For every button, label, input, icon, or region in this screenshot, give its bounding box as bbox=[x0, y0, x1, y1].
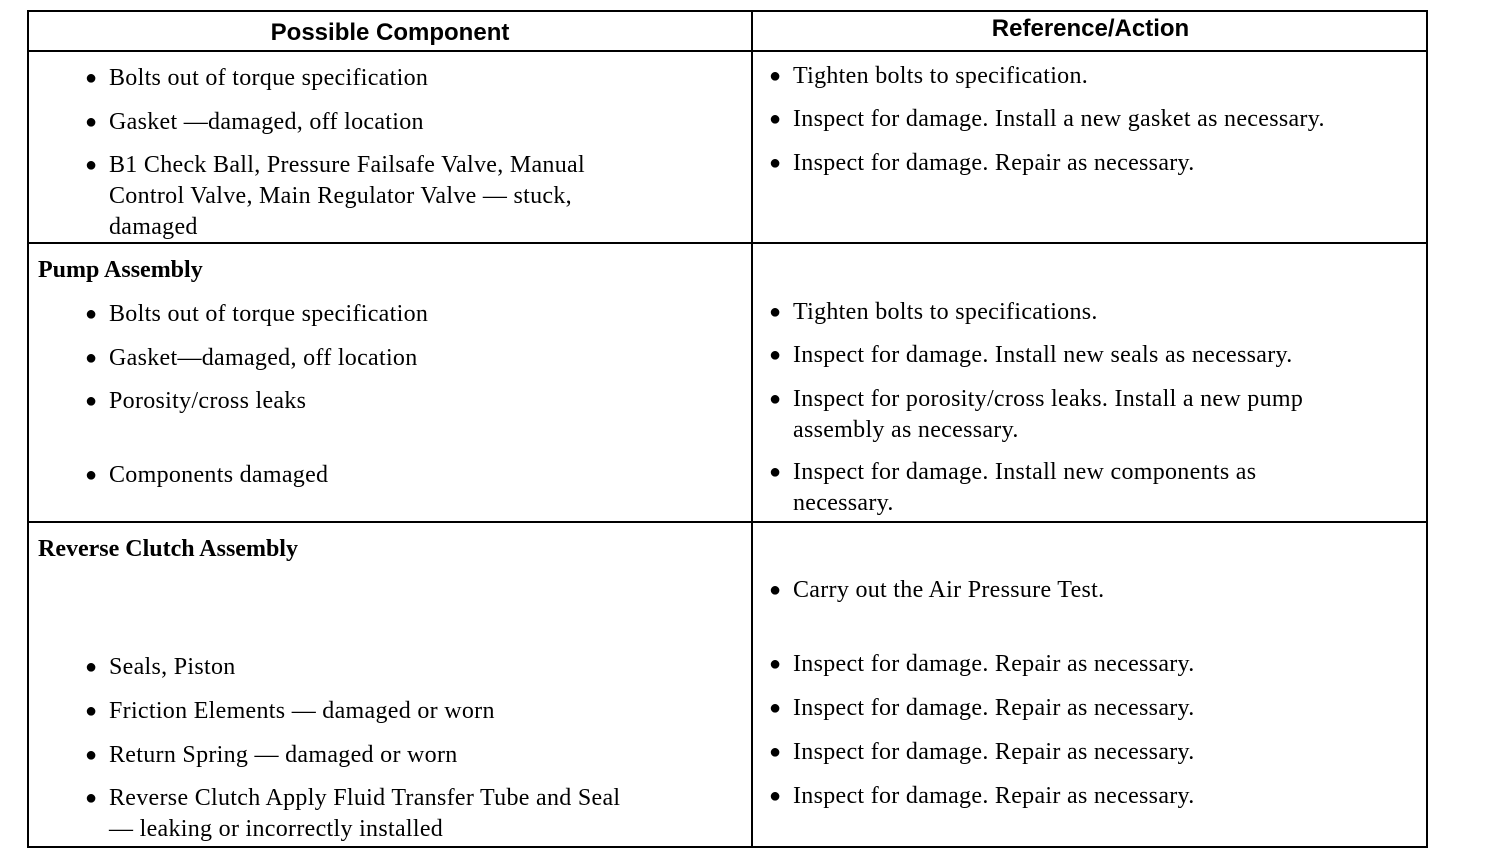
bullet: ● bbox=[85, 154, 98, 176]
action-item: Inspect for porosity/cross leaks. Install a new pump assembly as necessary. bbox=[793, 386, 1304, 443]
component-item: B1 Check Ball, Pressure Failsafe Valve, Manual Control Valve, Main Regulator Valve — stuck, damaged bbox=[109, 152, 585, 240]
component-item: Reverse Clutch Apply Fluid Transfer Tube and Seal — leaking or incorrectly installed bbox=[109, 785, 621, 842]
component-item: Gasket —damaged, off location bbox=[109, 109, 424, 135]
section-title-pump-assembly: Pump Assembly bbox=[38, 257, 203, 283]
bullet: ● bbox=[769, 301, 782, 323]
component-item: Porosity/cross leaks bbox=[109, 388, 307, 414]
action-item: Inspect for damage. Install new seals as necessary. bbox=[793, 342, 1293, 368]
bullet: ● bbox=[769, 579, 782, 601]
bullet: ● bbox=[85, 347, 98, 369]
header-reference-action: Reference/Action bbox=[991, 15, 1190, 42]
action-item: Tighten bolts to specifications. bbox=[793, 299, 1098, 325]
bullet: ● bbox=[769, 653, 782, 675]
component-item: Seals, Piston bbox=[109, 654, 236, 680]
bullet: ● bbox=[85, 464, 98, 486]
column-divider bbox=[751, 12, 753, 846]
bullet: ● bbox=[85, 390, 98, 412]
component-item: Friction Elements — damaged or worn bbox=[109, 698, 495, 724]
bullet: ● bbox=[85, 744, 98, 766]
bullet: ● bbox=[769, 344, 782, 366]
bullet: ● bbox=[769, 108, 782, 130]
bullet: ● bbox=[769, 152, 782, 174]
bullet: ● bbox=[85, 111, 98, 133]
section-title-reverse-clutch-assembly: Reverse Clutch Assembly bbox=[38, 536, 298, 562]
bullet: ● bbox=[769, 785, 782, 807]
bullet: ● bbox=[769, 461, 782, 483]
action-item: Inspect for damage. Repair as necessary. bbox=[793, 739, 1195, 765]
bullet: ● bbox=[769, 741, 782, 763]
bullet: ● bbox=[85, 67, 98, 89]
component-item: Return Spring — damaged or worn bbox=[109, 742, 458, 768]
diagnosis-table bbox=[27, 10, 1428, 848]
section-divider-2 bbox=[29, 521, 1426, 523]
bullet: ● bbox=[769, 697, 782, 719]
component-item: Gasket—damaged, off location bbox=[109, 345, 418, 371]
header-divider bbox=[29, 50, 1426, 52]
action-item: Inspect for damage. Install new components as necessary. bbox=[793, 459, 1257, 516]
bullet: ● bbox=[85, 303, 98, 325]
bullet: ● bbox=[85, 700, 98, 722]
bullet: ● bbox=[85, 787, 98, 809]
component-item: Components damaged bbox=[109, 462, 329, 488]
header-possible-component: Possible Component bbox=[270, 19, 510, 46]
component-item: Bolts out of torque specification bbox=[109, 301, 429, 327]
action-item: Carry out the Air Pressure Test. bbox=[793, 577, 1105, 603]
component-item: Bolts out of torque specification bbox=[109, 65, 429, 91]
action-item: Inspect for damage. Install a new gasket as necessary. bbox=[793, 106, 1325, 132]
action-item: Inspect for damage. Repair as necessary. bbox=[793, 783, 1195, 809]
bullet: ● bbox=[85, 656, 98, 678]
action-item: Inspect for damage. Repair as necessary. bbox=[793, 150, 1195, 176]
bullet: ● bbox=[769, 388, 782, 410]
action-item: Inspect for damage. Repair as necessary. bbox=[793, 695, 1195, 721]
action-item: Inspect for damage. Repair as necessary. bbox=[793, 651, 1195, 677]
bullet: ● bbox=[769, 65, 782, 87]
action-item: Tighten bolts to specification. bbox=[793, 63, 1089, 89]
